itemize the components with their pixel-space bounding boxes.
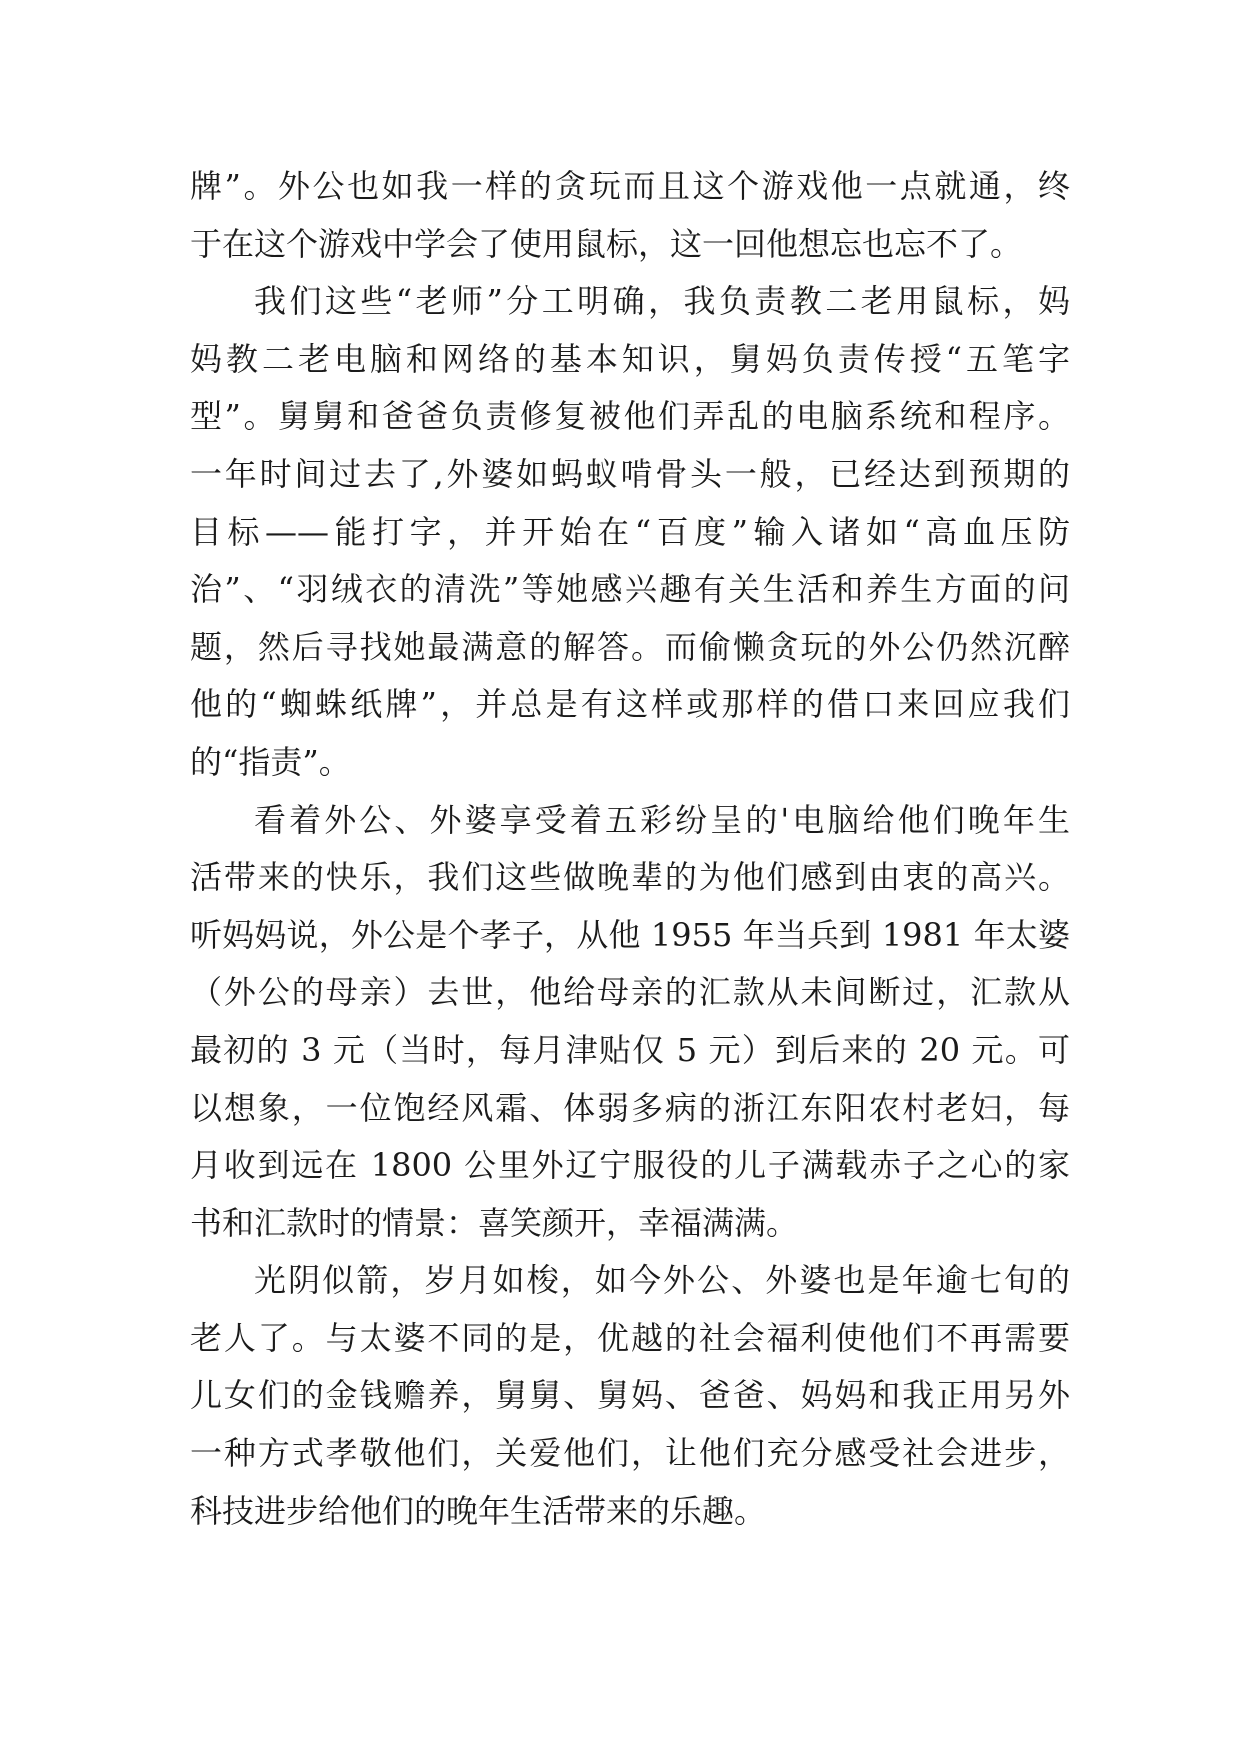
text-line: （外公的母亲）去世，他给母亲的汇款从未间断过，汇款从	[190, 973, 1070, 1012]
text-line: 于在这个游戏中学会了使用鼠标，这一回他想忘也忘不了。	[190, 224, 1023, 263]
text-line: 他的“蜘蛛纸牌”，并总是有这样或那样的借口来回应我们	[190, 685, 1070, 724]
text-line: 老人了。与太婆不同的是，优越的社会福利使他们不再需要	[190, 1318, 1070, 1357]
text-line: 书和汇款时的情景：喜笑颜开，幸福满满。	[190, 1203, 799, 1242]
text-line: 活带来的快乐，我们这些做晚辈的为他们感到由衷的高兴。	[190, 858, 1070, 897]
paragraph-first-line: 看着外公、外婆享受着五彩纷呈的'电脑给他们晚年生	[254, 800, 1070, 839]
text-line: 牌”。外公也如我一样的贪玩而且这个游戏他一点就通，终	[190, 167, 1070, 205]
text-line: 一年时间过去了,外婆如蚂蚁啃骨头一般，已经达到预期的	[190, 454, 1070, 493]
text-line: 科技进步给他们的晚年生活带来的乐趣。	[190, 1491, 767, 1530]
text-line: 目标——能打字，并开始在“百度”输入诸如“高血压防	[190, 512, 1070, 551]
text-line: 治”、“羽绒衣的清洗”等她感兴趣有关生活和养生方面的问	[190, 570, 1070, 609]
text-line: 型”。舅舅和爸爸负责修复被他们弄乱的电脑系统和程序。	[190, 397, 1070, 436]
paragraph-first-line: 我们这些“老师”分工明确，我负责教二老用鼠标，妈	[254, 282, 1070, 321]
text-line: 以想象，一位饱经风霜、体弱多病的浙江东阳农村老妇，每	[190, 1088, 1070, 1127]
text-line: 一种方式孝敬他们，关爱他们，让他们充分感受社会进步，	[190, 1434, 1070, 1473]
paragraph-first-line: 光阴似箭，岁月如梭，如今外公、外婆也是年逾七旬的	[254, 1261, 1070, 1300]
text-line: 儿女们的金钱赡养，舅舅、舅妈、爸爸、妈妈和我正用另外	[190, 1376, 1070, 1415]
text-line: 听妈妈说，外公是个孝子，从他 1955 年当兵到 1981 年太婆	[190, 915, 1070, 954]
text-line: 题，然后寻找她最满意的解答。而偷懒贪玩的外公仍然沉醉	[190, 627, 1070, 666]
text-line: 妈教二老电脑和网络的基本知识，舅妈负责传授“五笔字	[190, 339, 1070, 378]
text-line: 最初的 3 元（当时，每月津贴仅 5 元）到后来的 20 元。可	[190, 1030, 1070, 1069]
body-text	[190, 158, 1070, 1540]
text-line: 的“指责”。	[190, 742, 351, 781]
text-line: 月收到远在 1800 公里外辽宁服役的儿子满载赤子之心的家	[190, 1146, 1070, 1185]
